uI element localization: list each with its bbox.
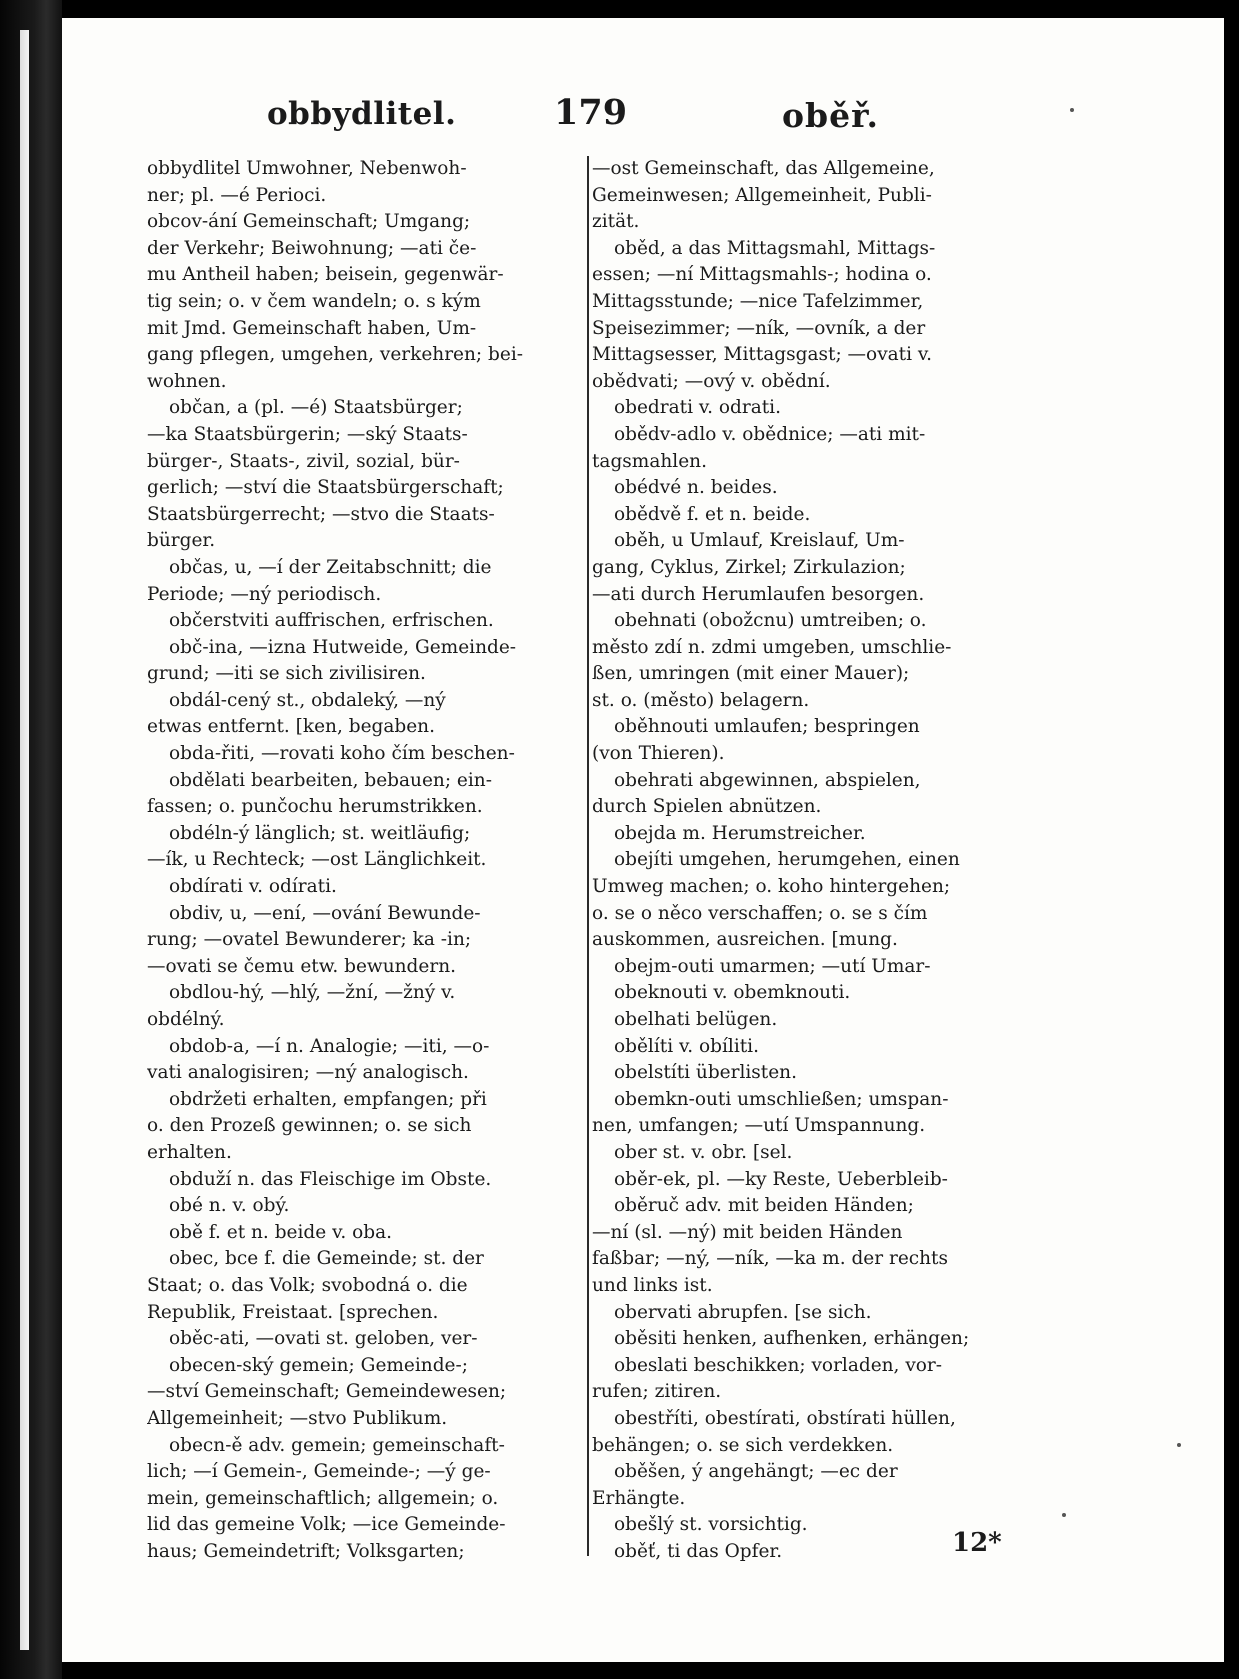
entry-line: Mittagsesser, Mittagsgast; —ovati v. [592, 344, 933, 366]
entry-line: obeslati beschikken; vorladen, vor- [614, 1354, 943, 1376]
entry-line: obědv-adlo v. obědnice; —ati mit- [614, 423, 926, 445]
entry-line: obdělati bearbeiten, bebauen; ein- [169, 769, 492, 791]
entry-line: obč-ina, —izna Hutweide, Gemeinde- [169, 636, 517, 658]
entry-line: obdlou-hý, —hlý, —žní, —žný v. [169, 982, 456, 1004]
speck [1177, 1443, 1181, 1447]
entry-line: Umweg machen; o. koho hintergehen; [592, 876, 951, 898]
entry-line: —ní (sl. —ný) mit beiden Händen [592, 1221, 903, 1243]
entry-line: obě f. et n. beide v. oba. [169, 1221, 392, 1243]
entry-line: obcov-ání Gemeinschaft; Umgang; [147, 211, 471, 233]
entry-line: obdírati v. odírati. [169, 876, 337, 898]
entry-line: Staatsbürgerrecht; —stvo die Staats- [147, 503, 495, 525]
entry-line: Speisezimmer; —ník, —ovník, a der [592, 317, 926, 339]
entry-line: obduží n. das Fleischige im Obste. [169, 1168, 492, 1190]
entry-line: obestříti, obestírati, obstírati hüllen, [614, 1407, 956, 1429]
entry-line: obdržeti erhalten, empfangen; při [169, 1088, 487, 1110]
entry-line: —ati durch Herumlaufen besorgen. [592, 583, 925, 605]
entry-line: oběť, ti das Opfer. [614, 1540, 783, 1562]
facing-page-edge [20, 30, 29, 1650]
entry-line: obervati abrupfen. [se sich. [614, 1301, 872, 1323]
entry-line: bürger. [147, 530, 216, 552]
entry-line: Mittagsstunde; —nice Tafelzimmer, [592, 290, 924, 312]
entry-line: o. se o něco verschaffen; o. se s čím [592, 902, 928, 924]
entry-line: gerlich; —ství die Staatsbürgerschaft; [147, 477, 504, 499]
page-number: 179 [554, 92, 628, 133]
entry-line: lich; —í Gemein-, Gemeinde-; —ý ge- [147, 1461, 491, 1483]
running-header [62, 92, 1224, 144]
entry-line: město zdí n. zdmi umgeben, umschlie- [592, 636, 952, 658]
entry-line: obehnati (obožcnu) umtreiben; o. [614, 610, 927, 632]
entry-line: Periode; —ný periodisch. [147, 583, 382, 605]
entry-line: Erhängte. [592, 1487, 686, 1509]
column-divider [587, 156, 589, 1556]
entry-line: faßbar; —ný, —ník, —ka m. der rechts [592, 1248, 948, 1270]
entry-line: občas, u, —í der Zeitabschnitt; die [169, 556, 492, 578]
entry-line: etwas entfernt. [ken, begaben. [147, 716, 435, 738]
entry-line: obé n. v. obý. [169, 1195, 290, 1217]
speck [1062, 1513, 1066, 1517]
entry-line: obecn-ě adv. gemein; gemeinschaft- [169, 1434, 505, 1456]
entry-line: Allgemeinheit; —stvo Publikum. [147, 1407, 448, 1429]
entry-line: oběc-ati, —ovati st. geloben, ver- [169, 1328, 478, 1350]
entry-line: občan, a (pl. —é) Staatsbürger; [169, 397, 463, 419]
entry-line: obdélný. [147, 1009, 225, 1030]
entry-line: nen, umfangen; —utí Umspannung. [592, 1115, 926, 1137]
entry-line: Gemeinwesen; Allgemeinheit, Publi- [592, 184, 932, 206]
entry-line: lid das gemeine Volk; —ice Gemeinde- [147, 1514, 506, 1536]
entry-line: obeknouti v. obemknouti. [614, 982, 851, 1004]
entry-line: obědvati; —ový v. obědní. [592, 370, 831, 392]
left-column [147, 156, 649, 1565]
entry-line: rung; —ovatel Bewunderer; ka -in; [147, 929, 472, 951]
entry-line: essen; —ní Mittagsmahls-; hodina o. [592, 264, 932, 286]
entry-line: obejda m. Herumstreicher. [614, 822, 866, 844]
entry-line: obec, bce f. die Gemeinde; st. der [169, 1248, 484, 1270]
entry-line: st. o. (město) belagern. [592, 689, 810, 711]
entry-line: fassen; o. punčochu herumstrikken. [147, 796, 483, 818]
entry-line: bürger-, Staats-, zivil, sozial, bür- [147, 450, 460, 472]
entry-line: oběd, a das Mittagsmahl, Mittags- [614, 237, 936, 259]
entry-line: und links ist. [592, 1274, 713, 1296]
entry-line: (von Thieren). [592, 743, 725, 765]
entry-line: obejíti umgehen, herumgehen, einen [614, 849, 960, 871]
entry-line: ober st. v. obr. [sel. [614, 1141, 793, 1163]
speck [1070, 108, 1074, 112]
entry-line: obdob-a, —í n. Analogie; —iti, —o- [169, 1035, 490, 1057]
entry-line: obecen-ský gemein; Gemeinde-; [169, 1354, 468, 1376]
entry-line: ßen, umringen (mit einer Mauer); [592, 663, 910, 685]
entry-line: obemkn-outi umschließen; umspan- [614, 1088, 949, 1110]
entry-line: obědvě f. et n. beide. [614, 503, 811, 525]
entry-line: durch Spielen abnützen. [592, 796, 822, 818]
entry-line: obbydlitel Umwohner, Nebenwoh- [147, 158, 467, 179]
entry-line: obedrati v. odrati. [614, 397, 781, 419]
entry-line: obešlý st. vorsichtig. [614, 1514, 808, 1536]
dictionary-page [62, 18, 1224, 1662]
entry-line: —ík, u Rechteck; —ost Länglichkeit. [147, 849, 487, 871]
entry-line: obelstíti überlisten. [614, 1062, 797, 1084]
entry-line: obdéln-ý länglich; st. weitläufig; [169, 822, 471, 844]
right-column [592, 156, 1130, 1565]
entry-line: oběšen, ý angehängt; —ec der [614, 1461, 898, 1483]
entry-line: obdál-cený st., obdaleký, —ný [169, 689, 446, 711]
entry-line: oběhnouti umlaufen; bespringen [614, 716, 920, 738]
signature-mark: 12* [952, 1528, 1002, 1558]
entry-line: —ka Staatsbürgerin; —ský Staats- [147, 423, 468, 445]
entry-line: o. den Prozeß gewinnen; o. se sich [147, 1115, 472, 1137]
book-spine [0, 0, 62, 1679]
entry-line: —ost Gemeinschaft, das Allgemeine, [592, 158, 935, 179]
entry-line: auskommen, ausreichen. [mung. [592, 929, 898, 951]
entry-line: obehrati abgewinnen, abspielen, [614, 769, 921, 791]
entry-line: obda-řiti, —rovati koho čím beschen- [169, 743, 515, 765]
entry-line: Republik, Freistaat. [sprechen. [147, 1301, 439, 1323]
entry-line: haus; Gemeindetrift; Volksgarten; [147, 1540, 465, 1562]
entry-line: zität. [592, 211, 640, 233]
entry-line: mein, gemeinschaftlich; allgemein; o. [147, 1487, 499, 1509]
header-last-entry: oběř. [782, 96, 879, 135]
entry-line: behängen; o. se sich verdekken. [592, 1434, 894, 1456]
entry-line: vati analogisiren; —ný analogisch. [147, 1062, 469, 1084]
entry-line: oběsiti henken, aufhenken, erhängen; [614, 1328, 970, 1350]
entry-line: obdiv, u, —ení, —ování Bewunde- [169, 902, 481, 924]
entry-line: rufen; zitiren. [592, 1381, 722, 1403]
entry-line: obédvé n. beides. [614, 477, 778, 499]
entry-line: obelhati belügen. [614, 1009, 778, 1030]
entry-line: oběh, u Umlauf, Kreislauf, Um- [614, 530, 905, 552]
entry-line: oběr-ek, pl. —ky Reste, Ueberbleib- [614, 1168, 948, 1190]
entry-line: wohnen. [147, 370, 227, 392]
entry-line: erhalten. [147, 1141, 232, 1163]
entry-line: Staat; o. das Volk; svobodná o. die [147, 1274, 468, 1296]
entry-line: mu Antheil haben; beisein, gegenwär- [147, 264, 504, 286]
entry-line: der Verkehr; Beiwohnung; —ati če- [147, 237, 477, 259]
entry-line: —ovati se čemu etw. bewundern. [147, 955, 456, 977]
entry-line: obejm-outi umarmen; —utí Umar- [614, 955, 931, 977]
entry-line: občerstviti auffrischen, erfrischen. [169, 610, 494, 632]
entry-line: oběruč adv. mit beiden Händen; [614, 1195, 914, 1217]
entry-line: tig sein; o. v čem wandeln; o. s kým [147, 290, 481, 312]
entry-line: grund; —iti se sich zivilisiren. [147, 663, 426, 685]
entry-line: gang pflegen, umgehen, verkehren; bei- [147, 344, 523, 366]
entry-line: gang, Cyklus, Zirkel; Zirkulazion; [592, 556, 906, 578]
entry-line: obělíti v. obíliti. [614, 1035, 759, 1057]
entry-line: tagsmahlen. [592, 450, 707, 472]
header-first-entry: obbydlitel. [267, 96, 457, 132]
entry-line: —ství Gemeinschaft; Gemeindewesen; [147, 1381, 507, 1403]
entry-line: mit Jmd. Gemeinschaft haben, Um- [147, 317, 477, 339]
entry-line: ner; pl. —é Perioci. [147, 184, 327, 206]
